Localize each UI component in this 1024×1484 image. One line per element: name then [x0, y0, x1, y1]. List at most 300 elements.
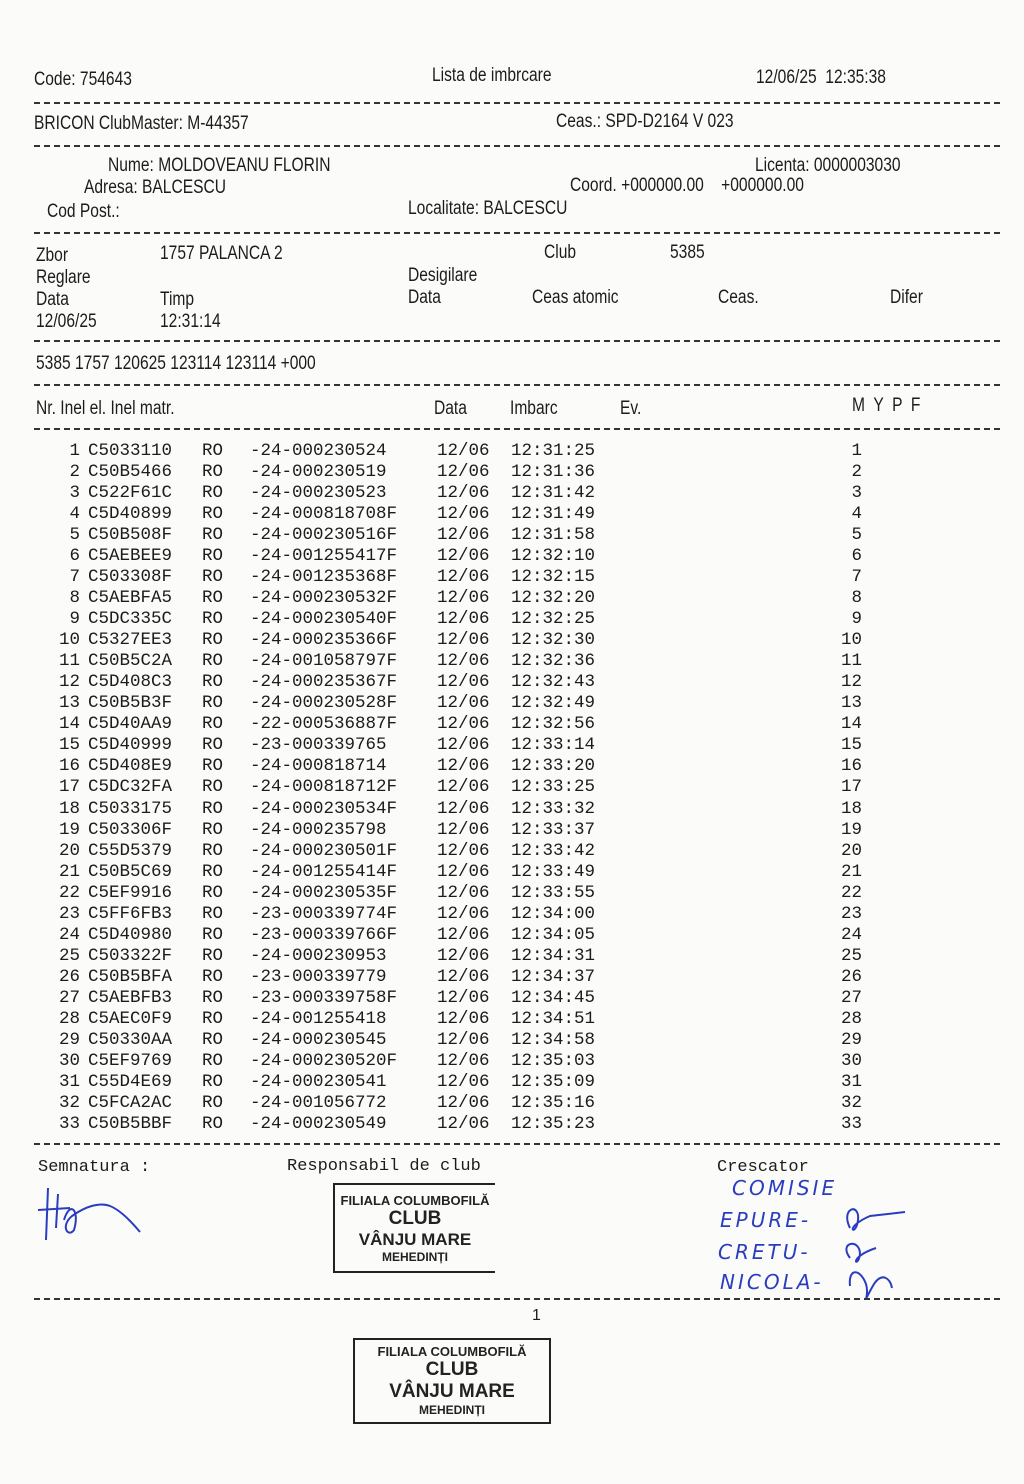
ring-electronic: C50B5C69: [88, 861, 173, 882]
row-number: 1: [69, 441, 80, 461]
locality: Localitate: BALCESCU: [408, 198, 568, 219]
arrival-time: 12:32:30: [511, 630, 596, 651]
row-number: 24: [58, 924, 80, 945]
ring-country: RO: [202, 672, 224, 693]
row-number: 27: [58, 987, 80, 1008]
ring-country: RO: [202, 798, 224, 819]
arrival-date: 12/06: [437, 798, 490, 819]
row-number: 10: [58, 630, 80, 651]
ring-matriculation: -24-000235367F: [250, 672, 398, 693]
ring-matriculation: -24-000230501F: [250, 840, 398, 861]
clock-id: Ceas.: SPD-D2164 V 023: [556, 111, 734, 132]
club-stamp: [353, 1338, 551, 1424]
arrival-time: 12:32:56: [511, 714, 596, 735]
m-flag: 21: [840, 861, 862, 882]
arrival-time: 12:31:25: [511, 441, 596, 461]
m-flag: 15: [840, 735, 862, 756]
arrival-date: 12/06: [437, 714, 490, 735]
arrival-time: 12:33:32: [511, 798, 596, 819]
row-number: 13: [58, 693, 80, 714]
row-number: 20: [58, 840, 80, 861]
handwritten-comisie: COMISIE: [732, 1176, 838, 1200]
arrival-date: 12/06: [437, 441, 490, 461]
difer-label: Difer: [890, 287, 923, 308]
table-row: [0, 483, 1024, 504]
m-flag: 25: [840, 945, 862, 966]
ring-electronic: C5FF6FB3: [88, 903, 173, 924]
table-row: [0, 609, 1024, 630]
arrival-date: 12/06: [437, 903, 490, 924]
row-number: 6: [69, 546, 80, 567]
data-label: Data: [36, 289, 69, 310]
ring-country: RO: [202, 588, 224, 609]
stamp-line2: CLUB: [388, 1208, 442, 1229]
row-number: 16: [58, 756, 80, 777]
ring-country: RO: [202, 861, 224, 882]
arrival-time: 12:32:49: [511, 693, 596, 714]
m-flag: 14: [840, 714, 862, 735]
arrival-date: 12/06: [437, 1029, 490, 1050]
ring-matriculation: -24-000230953: [250, 945, 387, 966]
table-row: [0, 988, 1024, 1009]
arrival-time: 12:31:36: [511, 462, 596, 483]
postal-code: Cod Post.:: [47, 201, 120, 222]
ring-electronic: C5D40AA9: [88, 714, 173, 735]
table-row: [0, 651, 1024, 672]
arrival-date: 12/06: [437, 693, 490, 714]
arrival-date: 12/06: [437, 1071, 490, 1092]
arrival-time: 12:35:03: [511, 1050, 596, 1071]
row-number: 18: [58, 798, 80, 819]
row-number: 14: [58, 714, 80, 735]
row-number: 8: [69, 588, 80, 609]
arrival-date: 12/06: [437, 1113, 490, 1134]
table-row: [0, 672, 1024, 693]
arrival-date: 12/06: [437, 630, 490, 651]
table-row: [0, 967, 1024, 988]
ring-matriculation: -24-000818708F: [250, 504, 398, 525]
m-flag: 8: [851, 588, 862, 609]
row-number: 17: [58, 777, 80, 798]
arrival-time: 12:32:43: [511, 672, 596, 693]
arrival-time: 12:33:25: [511, 777, 596, 798]
table-row: [0, 1114, 1024, 1135]
stamp-line4: MEHEDINȚI: [419, 1403, 485, 1417]
arrival-date: 12/06: [437, 1092, 490, 1113]
ring-country: RO: [202, 1113, 224, 1134]
ring-country: RO: [202, 966, 224, 987]
arrival-date: 12/06: [437, 819, 490, 840]
m-flag: 24: [840, 924, 862, 945]
ceas-atomic-label: Ceas atomic: [532, 287, 619, 308]
ring-electronic: C50B5BBF: [88, 1113, 173, 1134]
m-flag: 29: [840, 1029, 862, 1050]
ring-electronic: C5EF9916: [88, 882, 173, 903]
owner-license: Licenta: 0000003030: [755, 155, 901, 176]
ring-electronic: C5AEBFB3: [88, 987, 173, 1008]
ring-country: RO: [202, 945, 224, 966]
ring-country: RO: [202, 1071, 224, 1092]
ring-matriculation: -23-000339758F: [250, 987, 398, 1008]
row-number: 25: [58, 945, 80, 966]
data-value: 12/06/25: [36, 311, 97, 332]
arrival-time: 12:34:45: [511, 987, 596, 1008]
arrival-date: 12/06: [437, 567, 490, 588]
row-number: 30: [58, 1050, 80, 1071]
ceas-label: Ceas.: [718, 287, 759, 308]
table-row: [0, 1093, 1024, 1114]
ring-country: RO: [202, 882, 224, 903]
row-number: 3: [69, 483, 80, 504]
desigilare-label: Desigilare: [408, 265, 478, 286]
ring-matriculation: -24-001255417F: [250, 546, 398, 567]
arrival-time: 12:34:00: [511, 903, 596, 924]
m-flag: 30: [840, 1050, 862, 1071]
ring-country: RO: [202, 609, 224, 630]
timp-label: Timp: [160, 289, 195, 310]
arrival-time: 12:34:05: [511, 924, 596, 945]
row-number: 21: [58, 861, 80, 882]
ring-country: RO: [202, 651, 224, 672]
m-flag: 9: [851, 609, 862, 630]
arrival-date: 12/06: [437, 840, 490, 861]
ring-country: RO: [202, 819, 224, 840]
data2-label: Data: [408, 287, 441, 308]
ring-matriculation: -24-000818712F: [250, 777, 398, 798]
ring-country: RO: [202, 903, 224, 924]
ring-electronic: C5AEC0F9: [88, 1008, 173, 1029]
m-flag: 3: [851, 483, 862, 504]
m-flag: 12: [840, 672, 862, 693]
ring-electronic: C5DC32FA: [88, 777, 173, 798]
arrival-date: 12/06: [437, 987, 490, 1008]
row-number: 33: [58, 1113, 80, 1134]
ring-electronic: C5D40899: [88, 504, 173, 525]
arrival-date: 12/06: [437, 609, 490, 630]
table-row: [0, 1072, 1024, 1093]
reglare-label: Reglare: [36, 267, 91, 288]
ring-matriculation: -24-000230519: [250, 462, 387, 483]
ring-electronic: C5DC335C: [88, 609, 173, 630]
ring-country: RO: [202, 1092, 224, 1113]
ring-country: RO: [202, 693, 224, 714]
device-id: BRICON ClubMaster: M-44357: [34, 113, 249, 134]
ring-country: RO: [202, 987, 224, 1008]
handwritten-epure: EPURE-: [720, 1208, 812, 1232]
signature-icon: [30, 1180, 160, 1260]
zbor-label: Zbor: [36, 245, 69, 266]
divider: [34, 1143, 1000, 1145]
ring-electronic: C50B5B3F: [88, 693, 173, 714]
m-flag: 27: [840, 987, 862, 1008]
ring-matriculation: -24-000230516F: [250, 525, 398, 546]
arrival-time: 12:31:42: [511, 483, 596, 504]
zbor-value: 1757 PALANCA 2: [160, 243, 283, 264]
row-number: 29: [58, 1029, 80, 1050]
m-flag: 20: [840, 840, 862, 861]
arrival-time: 12:34:37: [511, 966, 596, 987]
arrival-date: 12/06: [437, 1050, 490, 1071]
ring-matriculation: -24-000230541: [250, 1071, 387, 1092]
arrival-time: 12:33:49: [511, 861, 596, 882]
row-number: 23: [58, 903, 80, 924]
handwritten-nicola: NICOLA-: [720, 1270, 824, 1294]
m-flag: 33: [840, 1113, 862, 1134]
arrival-date: 12/06: [437, 651, 490, 672]
arrival-time: 12:35:23: [511, 1113, 596, 1134]
table-row: [0, 1051, 1024, 1072]
ring-country: RO: [202, 735, 224, 756]
m-flag: 16: [840, 756, 862, 777]
m-flag: 19: [840, 819, 862, 840]
ring-matriculation: -24-000230532F: [250, 588, 398, 609]
table-row: [0, 799, 1024, 820]
ring-country: RO: [202, 756, 224, 777]
ring-matriculation: -24-000235798: [250, 819, 387, 840]
ring-electronic: C522F61C: [88, 483, 173, 504]
arrival-date: 12/06: [437, 924, 490, 945]
table-row: [0, 946, 1024, 967]
m-flag: 32: [840, 1092, 862, 1113]
row-number: 4: [69, 504, 80, 525]
table-row: [0, 714, 1024, 735]
ring-electronic: C5AEBFA5: [88, 588, 173, 609]
owner-coord: Coord. +000000.00 +000000.00: [570, 175, 804, 196]
arrival-date: 12/06: [437, 945, 490, 966]
table-row: [0, 883, 1024, 904]
ring-electronic: C5327EE3: [88, 630, 173, 651]
row-number: 11: [58, 651, 80, 672]
row-number: 7: [69, 567, 80, 588]
stamp-line1: FILIALA COLUMBOFILĂ: [340, 1193, 490, 1208]
ring-matriculation: -24-000818714: [250, 756, 387, 777]
arrival-time: 12:33:20: [511, 756, 596, 777]
divider: [34, 102, 1000, 104]
ring-matriculation: -24-000230549: [250, 1113, 387, 1134]
m-flag: 18: [840, 798, 862, 819]
col-header-imbarc: Imbarc: [510, 398, 558, 419]
table-row: [0, 504, 1024, 525]
arrival-date: 12/06: [437, 735, 490, 756]
club-value: 5385: [670, 242, 705, 263]
arrival-time: 12:31:58: [511, 525, 596, 546]
table-row: [0, 925, 1024, 946]
row-number: 31: [58, 1071, 80, 1092]
table-row: [0, 735, 1024, 756]
ring-country: RO: [202, 777, 224, 798]
ring-country: RO: [202, 546, 224, 567]
m-flag: 26: [840, 966, 862, 987]
arrival-time: 12:34:31: [511, 945, 596, 966]
ring-electronic: C5D408E9: [88, 756, 173, 777]
row-number: 26: [58, 966, 80, 987]
table-row: [0, 441, 1024, 462]
ring-country: RO: [202, 525, 224, 546]
row-number: 28: [58, 1008, 80, 1029]
ring-matriculation: -24-000230528F: [250, 693, 398, 714]
arrival-time: 12:32:15: [511, 567, 596, 588]
ring-electronic: C503322F: [88, 945, 173, 966]
ring-country: RO: [202, 630, 224, 651]
arrival-time: 12:33:55: [511, 882, 596, 903]
arrival-date: 12/06: [437, 504, 490, 525]
ring-electronic: C5D408C3: [88, 672, 173, 693]
table-row: [0, 862, 1024, 883]
arrival-time: 12:33:42: [511, 840, 596, 861]
row-number: 12: [58, 672, 80, 693]
table-row: [0, 546, 1024, 567]
m-flag: 23: [840, 903, 862, 924]
owner-name: Nume: MOLDOVEANU FLORIN: [108, 155, 331, 176]
row-number: 22: [58, 882, 80, 903]
ring-electronic: C503308F: [88, 567, 173, 588]
ring-electronic: C5AEBEE9: [88, 546, 173, 567]
m-flag: 31: [840, 1071, 862, 1092]
ring-electronic: C50B5BFA: [88, 966, 173, 987]
crescator-signatures-icon: [830, 1198, 920, 1318]
table-row: [0, 1009, 1024, 1030]
arrival-date: 12/06: [437, 756, 490, 777]
divider: [34, 384, 1000, 386]
ring-country: RO: [202, 1008, 224, 1029]
table-row: [0, 567, 1024, 588]
row-number: 2: [69, 462, 80, 483]
divider: [34, 1298, 1000, 1300]
arrival-time: 12:33:37: [511, 819, 596, 840]
m-flag: 5: [851, 525, 862, 546]
arrival-time: 12:35:16: [511, 1092, 596, 1113]
divider: [34, 145, 1000, 147]
ring-matriculation: -24-000230520F: [250, 1050, 398, 1071]
arrival-date: 12/06: [437, 588, 490, 609]
ring-electronic: C50B508F: [88, 525, 173, 546]
m-flag: 7: [851, 567, 862, 588]
arrival-date: 12/06: [437, 861, 490, 882]
m-flag: 22: [840, 882, 862, 903]
club-label: Club: [544, 242, 577, 263]
table-row: [0, 1030, 1024, 1051]
timp-value: 12:31:14: [160, 311, 221, 332]
arrival-date: 12/06: [437, 546, 490, 567]
summary-line: 5385 1757 120625 123114 123114 +000: [36, 353, 316, 374]
ring-matriculation: -23-000339774F: [250, 903, 398, 924]
arrival-date: 12/06: [437, 462, 490, 483]
m-flag: 11: [840, 651, 862, 672]
stamp-line1: FILIALA COLUMBOFILĂ: [377, 1344, 527, 1359]
table-row: [0, 777, 1024, 798]
ring-electronic: C50B5466: [88, 462, 173, 483]
m-flag: 13: [840, 693, 862, 714]
ring-electronic: C50330AA: [88, 1029, 173, 1050]
m-flag: 10: [840, 630, 862, 651]
ring-matriculation: -23-000339766F: [250, 924, 398, 945]
m-flag: 6: [851, 546, 862, 567]
ring-matriculation: -24-001255418: [250, 1008, 387, 1029]
stamp-line3: VÂNJU MARE: [358, 1230, 472, 1249]
ring-country: RO: [202, 1029, 224, 1050]
arrival-time: 12:35:09: [511, 1071, 596, 1092]
arrival-date: 12/06: [437, 525, 490, 546]
stamp-line3: VÂNJU MARE: [389, 1381, 515, 1402]
ring-country: RO: [202, 714, 224, 735]
ring-matriculation: -24-000230534F: [250, 798, 398, 819]
arrival-time: 12:34:58: [511, 1029, 596, 1050]
ring-country: RO: [202, 1050, 224, 1071]
ring-electronic: C55D5379: [88, 840, 173, 861]
crescator-label: Crescator: [717, 1158, 809, 1177]
ring-matriculation: -24-000230523: [250, 483, 387, 504]
m-flag: 1: [851, 441, 862, 461]
ring-matriculation: -23-000339765: [250, 735, 387, 756]
row-number: 9: [69, 609, 80, 630]
ring-electronic: C503306F: [88, 819, 173, 840]
ring-country: RO: [202, 567, 224, 588]
ring-matriculation: -24-000230535F: [250, 882, 398, 903]
table-row: [0, 462, 1024, 483]
arrival-date: 12/06: [437, 672, 490, 693]
club-stamp-faded: [333, 1183, 495, 1273]
semnatura-label: Semnatura :: [38, 1158, 151, 1177]
ring-electronic: C50B5C2A: [88, 651, 173, 672]
arrival-time: 12:32:36: [511, 651, 596, 672]
ring-electronic: C5FCA2AC: [88, 1092, 173, 1113]
ring-country: RO: [202, 483, 224, 504]
ring-country: RO: [202, 504, 224, 525]
ring-matriculation: -24-001058797F: [250, 651, 398, 672]
m-flag: 28: [840, 1008, 862, 1029]
arrival-time: 12:32:20: [511, 588, 596, 609]
col-header-rings: Nr. Inel el. Inel matr.: [36, 398, 175, 419]
ring-electronic: C55D4E69: [88, 1071, 173, 1092]
table-row: [0, 588, 1024, 609]
row-number: 15: [58, 735, 80, 756]
arrival-date: 12/06: [437, 1008, 490, 1029]
row-number: 5: [69, 525, 80, 546]
stamp-line4: MEHEDINȚI: [382, 1250, 448, 1264]
divider: [34, 428, 1000, 430]
table-row: [0, 841, 1024, 862]
col-header-data: Data: [434, 398, 467, 419]
table-row: [0, 820, 1024, 841]
ring-country: RO: [202, 462, 224, 483]
arrival-time: 12:33:14: [511, 735, 596, 756]
row-number: 19: [58, 819, 80, 840]
ring-matriculation: -24-000235366F: [250, 630, 398, 651]
arrival-date: 12/06: [437, 882, 490, 903]
m-flag: 4: [851, 504, 862, 525]
owner-address: Adresa: BALCESCU: [84, 177, 227, 198]
arrival-time: 12:32:10: [511, 546, 596, 567]
ring-electronic: C5033110: [88, 441, 173, 461]
table-row: [0, 630, 1024, 651]
arrival-time: 12:34:51: [511, 1008, 596, 1029]
ring-country: RO: [202, 840, 224, 861]
ring-matriculation: -24-001056772: [250, 1092, 387, 1113]
page-number: 1: [532, 1307, 541, 1324]
ring-matriculation: -23-000339779: [250, 966, 387, 987]
ring-electronic: C5EF9769: [88, 1050, 173, 1071]
arrival-date: 12/06: [437, 966, 490, 987]
table-row: [0, 693, 1024, 714]
row-number: 32: [58, 1092, 80, 1113]
ring-matriculation: -24-001255414F: [250, 861, 398, 882]
ring-matriculation: -22-000536887F: [250, 714, 398, 735]
responsabil-label: Responsabil de club: [287, 1157, 481, 1176]
arrival-time: 12:31:49: [511, 504, 596, 525]
arrival-date: 12/06: [437, 777, 490, 798]
ring-country: RO: [202, 924, 224, 945]
ring-matriculation: -24-000230545: [250, 1029, 387, 1050]
